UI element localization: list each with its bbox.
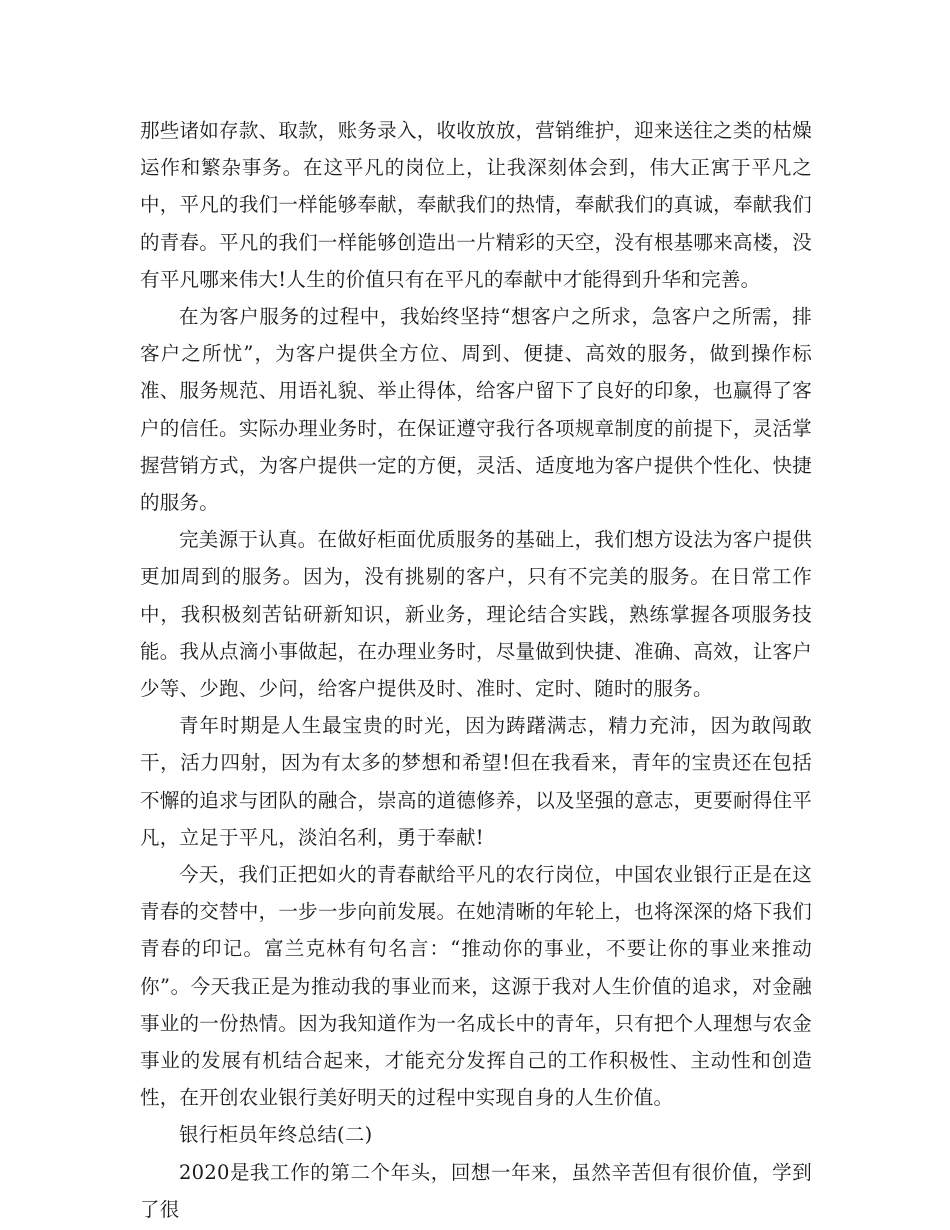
- section-heading: 银行柜员年终总结(二): [179, 1123, 373, 1147]
- paragraph-closing: 2020是我工作的第二个年头，回想一年来，虽然辛苦但有很价值，学到了很: [140, 1160, 812, 1221]
- paragraph-4: 青年时期是人生最宝贵的时光，因为踌躇满志，精力充沛，因为敢闯敢干，活力四射，因为有太多的梦想和希望!但在我看来，青年的宝贵还在包括不懈的追求与团队的融合，崇高的道德修养，以及坚强的意志，更要耐得住平凡，立足于平凡，淡泊名利，勇于奉献!: [140, 714, 812, 849]
- paragraph-1: 那些诸如存款、取款，账务录入，收收放放，营销维护，迎来送往之类的枯燥运作和繁杂事务。在这平凡的岗位上，让我深刻体会到，伟大正寓于平凡之中，平凡的我们一样能够奉献，奉献我们的热情，奉献我们的真诚，奉献我们的青春。平凡的我们一样能够创造出一片精彩的天空，没有根基哪来高楼，没有平凡哪来伟大!人生的价值只有在平凡的奉献中才能得到升华和完善。: [140, 119, 812, 291]
- paragraph-2: 在为客户服务的过程中，我始终坚持“想客户之所求，急客户之所需，排客户之所忧”，为客户提供全方位、周到、便捷、高效的服务，做到操作标准、服务规范、用语礼貌、举止得体，给客户留下了良好的印象，也赢得了客户的信任。实际办理业务时，在保证遵守我行各项规章制度的前提下，灵活掌握营销方式，为客户提供一定的方便，灵活、适度地为客户提供个性化、快捷的服务。: [140, 305, 812, 515]
- document-body: [140, 112, 812, 1228]
- paragraph-3: 完美源于认真。在做好柜面优质服务的基础上，我们想方设法为客户提供更加周到的服务。因为，没有挑剔的客户，只有不完美的服务。在日常工作中，我积极刻苦钻研新知识，新业务，理论结合实践，熟练掌握各项服务技能。我从点滴小事做起，在办理业务时，尽量做到快捷、准确、高效，让客户少等、少跑、少问，给客户提供及时、准时、定时、随时的服务。: [140, 528, 812, 701]
- paragraph-5: 今天，我们正把如火的青春献给平凡的农行岗位，中国农业银行正是在这青春的交替中，一步一步向前发展。在她清晰的年轮上，也将深深的烙下我们青春的印记。富兰克林有句名言：“推动你的事业，不要让你的事业来推动你”。今天我正是为推动我的事业而来，这源于我对人生价值的追求，对金融事业的一份热情。因为我知道作为一名成长中的青年，只有把个人理想与农金事业的发展有机结合起来，才能充分发挥自己的工作积极性、主动性和创造性，在开创农业银行美好明天的过程中实现自身的人生价值。: [140, 863, 812, 1110]
